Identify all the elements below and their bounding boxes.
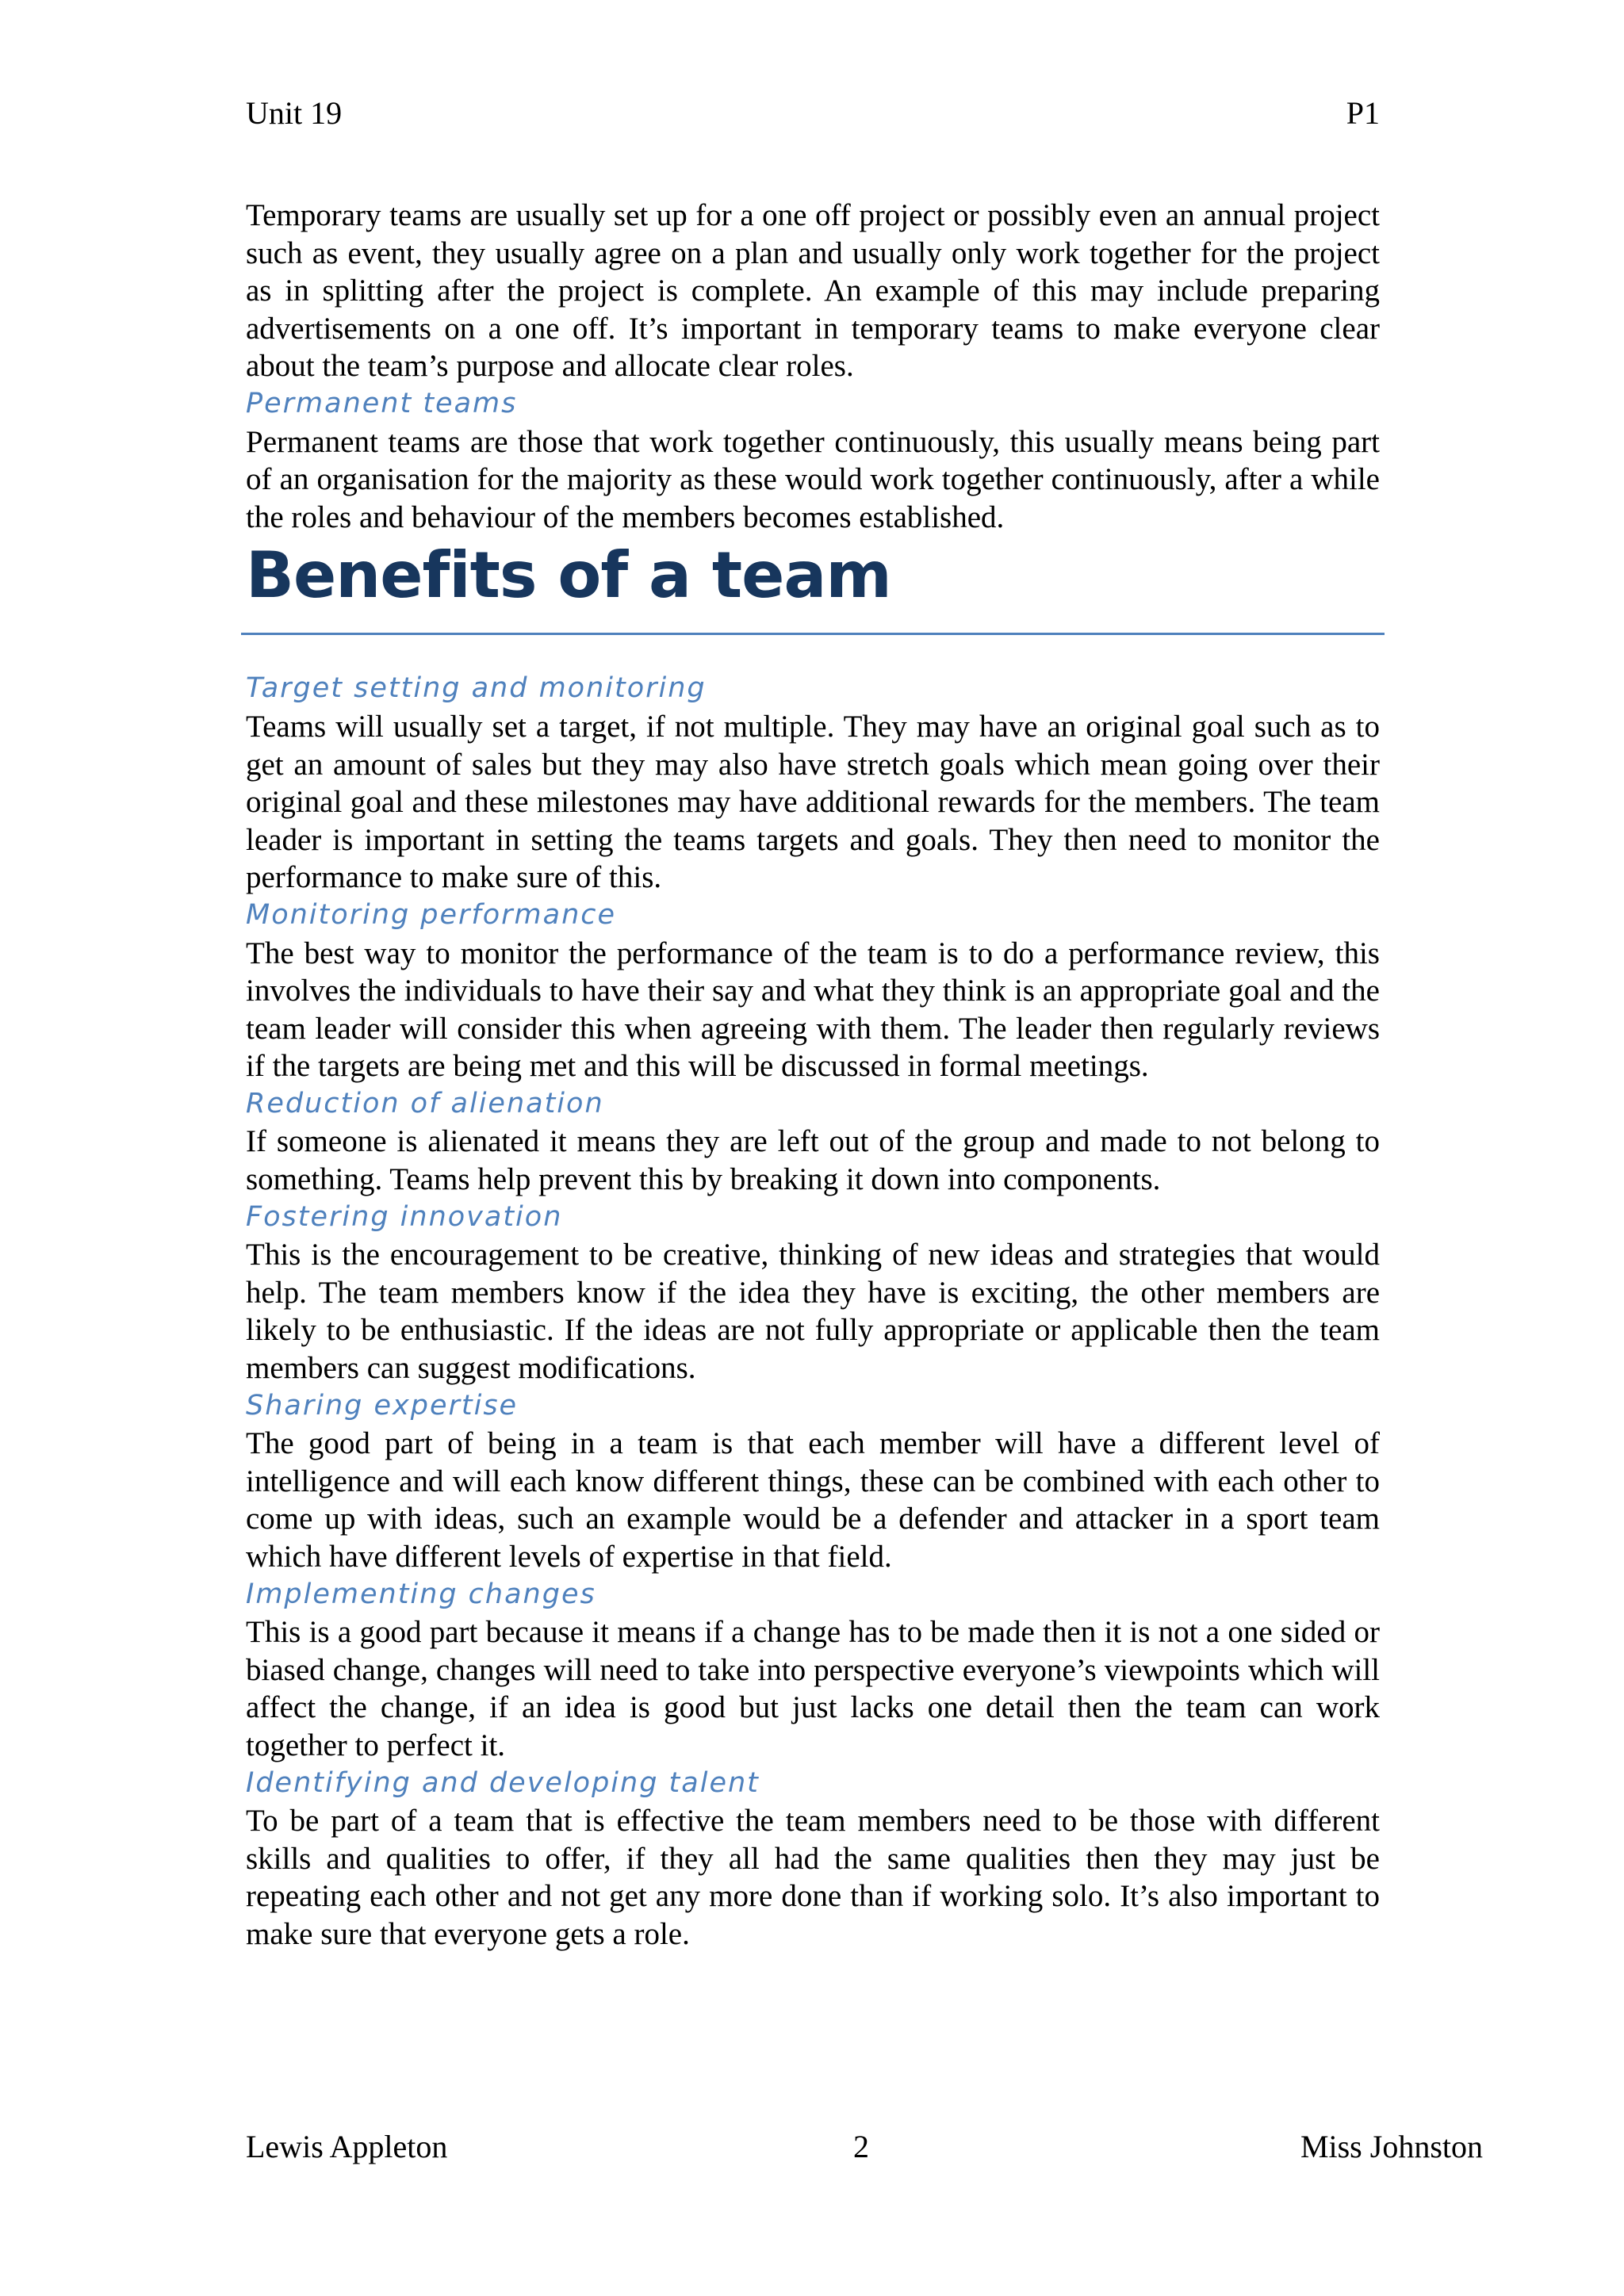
benefit-implementing-changes [246,1576,1380,1765]
section-title: Benefits of a team [246,538,891,613]
benefit-heading: Reduction of alienation [246,1087,604,1119]
benefit-text: To be part of a team that is effective the team members need to be those with different skills and qualities to offer, if they all had the same qualities then they may just be repeating each other and not get any more done than if working solo. It’s also important to make sure that everyone gets a role. [246,1804,1380,1951]
permanent-teams-heading: Permanent teams [246,387,518,419]
benefit-text: The best way to monitor the performance of the team is to do a performance review, this involves the individuals to have their say and what they think is an appropriate goal and the team leader will consider this when agreeing with them. The leader then regularly reviews if the targets are being met and this will be discussed in formal meetings. [246,936,1380,1084]
benefit-sharing-expertise [246,1387,1380,1576]
benefit-text: This is the encouragement to be creative, thinking of new ideas and strategies that would help. The team members know if the idea they have is exciting, the other members are likely to be enthusiastic. If the ideas are not fully appropriate or applicable then the team members can suggest modifications. [246,1238,1380,1386]
benefit-text: Teams will usually set a target, if not multiple. They may have an original goal such as to get an amount of sales but they may also have stretch goals which mean going over their original goal and these milestones may have additional rewards for the members. The team leader is important in setting the teams targets and goals. They then need to monitor the performance to make sure of this. [246,709,1380,895]
benefit-identifying-talent [246,1765,1380,1954]
header-unit: Unit 19 [246,95,343,131]
benefit-fostering-innovation [246,1199,1380,1387]
benefit-heading: Target setting and monitoring [246,672,707,705]
benefit-target-setting [246,670,1380,897]
benefit-heading: Fostering innovation [246,1200,563,1233]
page-header [246,94,1380,133]
benefit-heading: Monitoring performance [246,898,617,931]
title-underline [241,633,1385,635]
footer-author: Lewis Appleton [246,2129,448,2164]
benefit-text: The good part of being in a team is that each member will have a different level of intelligence and will each know different things, these can be combined with each other to come up with ideas, such an example would be a defender and attacker in a sport team which have different levels of expertise in that field. [246,1426,1380,1574]
footer-page-number: 2 [853,2129,869,2164]
header-code: P1 [1346,95,1380,131]
benefit-heading: Sharing expertise [246,1389,519,1422]
temporary-teams-paragraph: Temporary teams are usually set up for a one off project or possibly even an annual project such as event, they usually agree on a plan and usually only work together for the project as in splitting after the project is complete. An example of this may include preparing advertisements on a one off. It’s important in temporary teams to make everyone clear about the team’s purpose and allocate clear roles. [246,198,1380,384]
benefit-heading: Implementing changes [246,1578,596,1610]
benefit-text: If someone is alienated it means they are left out of the group and made to not belong to something. Teams help prevent this by breaking it down into components. [246,1124,1380,1197]
footer-teacher: Miss Johnston [1300,2129,1483,2164]
benefit-heading: Identifying and developing talent [246,1766,760,1799]
benefit-text: This is a good part because it means if a change has to be made then it is not a one sided or biased change, changes will need to take into perspective everyone’s viewpoints which will affect the change, if an idea is good but just lacks one detail then the team can work together to perfect it. [246,1615,1380,1762]
benefit-reduction-of-alienation [246,1085,1380,1199]
document-body [246,197,1380,1954]
benefit-monitoring-performance [246,897,1380,1085]
page-footer [246,2127,1483,2167]
permanent-teams-paragraph: Permanent teams are those that work together continuously, this usually means being part of an organisation for the majority as these would work together continuously, after a while the roles and behaviour of the members becomes established. [246,424,1380,534]
